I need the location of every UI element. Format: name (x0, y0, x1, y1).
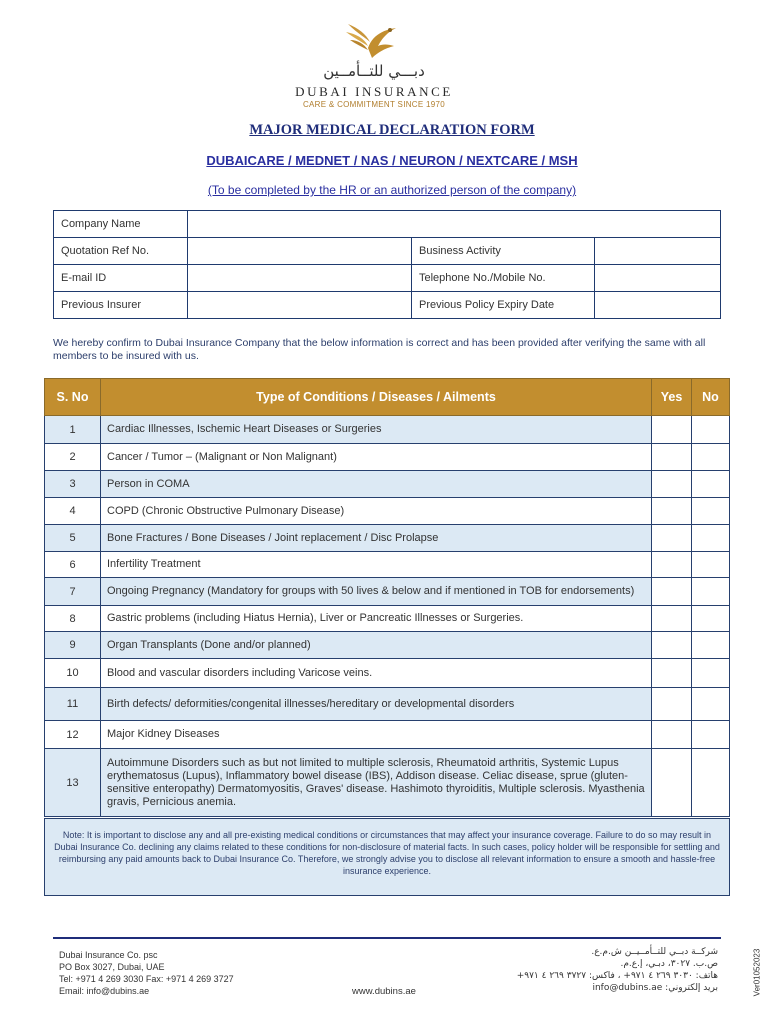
telephone-label: Telephone No./Mobile No. (412, 265, 595, 292)
row-number: 5 (45, 525, 101, 552)
form-title: MAJOR MEDICAL DECLARATION FORM (249, 122, 535, 138)
previous-insurer-field[interactable] (188, 292, 412, 319)
table-row (45, 416, 730, 444)
no-checkbox-cell[interactable] (692, 721, 730, 749)
yes-checkbox-cell[interactable] (652, 471, 692, 498)
telephone-field[interactable] (595, 265, 721, 292)
table-row (45, 606, 730, 632)
footer-arabic-phone: هاتف: ٣٠٣٠ ٢٦٩ ٤ ٩٧١+ ، فاكس: ٣٧٢٧ ٢٦٩ ٤ ٩٧١+ (516, 971, 718, 981)
footer-website-link[interactable]: www.dubins.ae (352, 986, 416, 997)
version-code: Ver01052023 (752, 948, 762, 997)
condition-text: COPD (Chronic Obstructive Pulmonary Disease) (101, 498, 652, 525)
no-checkbox-cell[interactable] (692, 688, 730, 721)
form-instruction-note: (To be completed by the HR or an authorized person of the company) (207, 183, 577, 197)
footer-address: PO Box 3027, Dubai, UAE (59, 962, 165, 972)
header-condition-type: Type of Conditions / Diseases / Ailments (101, 379, 652, 416)
row-number: 1 (45, 416, 101, 444)
yes-checkbox-cell[interactable] (652, 444, 692, 471)
condition-text: Birth defects/ deformities/congenital illnesses/hereditary or developmental disorders (101, 688, 652, 721)
footer-arabic-email: بريد إلكتروني: info@dubins.ae (592, 983, 718, 993)
condition-text: Autoimmune Disorders such as but not limited to multiple sclerosis, Rheumatoid arthritis, Systemic Lupus erythematosus (Lupus), Inflammatory bowel disease (IBS), Addison disease. Celiac disease, sprue (gluten-sensitive enteropathy) Dermatomyositis, Graves' disease. Hashimoto thyroiditis, Multiple sclerosis. Myasthenia gravis, Pernicious anemia. (101, 749, 652, 817)
footer-arabic-company: شركــة دبــي للتــأمــيــن ش.م.ع. (591, 947, 718, 957)
footer-contact-arabic (490, 946, 718, 994)
condition-text: Organ Transplants (Done and/or planned) (101, 632, 652, 659)
logo-company-name: DUBAI INSURANCE (295, 84, 453, 99)
row-number: 9 (45, 632, 101, 659)
condition-text: Cardiac Illnesses, Ischemic Heart Diseases or Surgeries (101, 416, 652, 444)
row-number: 2 (45, 444, 101, 471)
condition-text: Blood and vascular disorders including Varicose veins. (101, 659, 652, 688)
company-name-label: Company Name (54, 211, 188, 238)
row-number: 3 (45, 471, 101, 498)
row-number: 12 (45, 721, 101, 749)
no-checkbox-cell[interactable] (692, 632, 730, 659)
table-row (45, 471, 730, 498)
table-row (45, 552, 730, 578)
email-label: E-mail ID (54, 265, 188, 292)
policy-expiry-label: Previous Policy Expiry Date (412, 292, 595, 319)
yes-checkbox-cell[interactable] (652, 632, 692, 659)
business-activity-field[interactable] (595, 238, 721, 265)
table-row (45, 721, 730, 749)
table-row (45, 688, 730, 721)
header-no: No (692, 379, 730, 416)
row-number: 6 (45, 552, 101, 578)
yes-checkbox-cell[interactable] (652, 552, 692, 578)
condition-text: Major Kidney Diseases (101, 721, 652, 749)
company-info-table (53, 210, 721, 319)
yes-checkbox-cell[interactable] (652, 578, 692, 606)
conditions-table (44, 378, 730, 817)
yes-checkbox-cell[interactable] (652, 721, 692, 749)
disclosure-note: Note: It is important to disclose any and all pre-existing medical conditions or circumstances that may affect your insurance coverage. Failure to do so may result in Dubai Insurance Co. declining any claims related to these conditions for non-disclosure of material facts. In such cases, policy holder will be responsible for settling and reimbursing any paid amounts back to Dubai Insurance Co. Therefore, we strongly advise you to disclose all relevant information to ensure a smooth and hassle-free insurance experience. (44, 818, 730, 896)
no-checkbox-cell[interactable] (692, 749, 730, 817)
quotation-ref-field[interactable] (188, 238, 412, 265)
email-field[interactable] (188, 265, 412, 292)
table-row (45, 659, 730, 688)
condition-text: Bone Fractures / Bone Diseases / Joint replacement / Disc Prolapse (101, 525, 652, 552)
condition-text: Gastric problems (including Hiatus Hernia), Liver or Pancreatic Illnesses or Surgeries. (101, 606, 652, 632)
no-checkbox-cell[interactable] (692, 606, 730, 632)
table-row (45, 749, 730, 817)
row-number: 11 (45, 688, 101, 721)
no-checkbox-cell[interactable] (692, 525, 730, 552)
yes-checkbox-cell[interactable] (652, 498, 692, 525)
table-row (45, 498, 730, 525)
yes-checkbox-cell[interactable] (652, 525, 692, 552)
company-name-field[interactable] (188, 211, 721, 238)
yes-checkbox-cell[interactable] (652, 416, 692, 444)
header-sno: S. No (45, 379, 101, 416)
no-checkbox-cell[interactable] (692, 471, 730, 498)
yes-checkbox-cell[interactable] (652, 659, 692, 688)
table-row (45, 578, 730, 606)
condition-text: Cancer / Tumor – (Malignant or Non Malignant) (101, 444, 652, 471)
footer-company: Dubai Insurance Co. psc (59, 950, 158, 960)
previous-insurer-label: Previous Insurer (54, 292, 188, 319)
row-number: 10 (45, 659, 101, 688)
confirmation-statement: We hereby confirm to Dubai Insurance Company that the below information is correct and has been provided after verifying the same with all members to be insured with us. (53, 337, 706, 362)
form-subtitle: DUBAICARE / MEDNET / NAS / NEURON / NEXTCARE / MSH (206, 153, 578, 168)
footer-phone: Tel: +971 4 269 3030 Fax: +971 4 269 3727 (59, 974, 234, 984)
header-yes: Yes (652, 379, 692, 416)
condition-text: Infertility Treatment (101, 552, 652, 578)
row-number: 4 (45, 498, 101, 525)
row-number: 7 (45, 578, 101, 606)
condition-text: Person in COMA (101, 471, 652, 498)
no-checkbox-cell[interactable] (692, 578, 730, 606)
no-checkbox-cell[interactable] (692, 498, 730, 525)
footer-arabic-address: ص.ب. ٣٠٢٧، دبـي، إ.ع.م. (620, 959, 718, 969)
no-checkbox-cell[interactable] (692, 552, 730, 578)
yes-checkbox-cell[interactable] (652, 749, 692, 817)
no-checkbox-cell[interactable] (692, 416, 730, 444)
table-row (45, 632, 730, 659)
no-checkbox-cell[interactable] (692, 444, 730, 471)
footer-email[interactable]: Email: info@dubins.ae (59, 986, 150, 996)
business-activity-label: Business Activity (412, 238, 595, 265)
row-number: 8 (45, 606, 101, 632)
table-row (45, 525, 730, 552)
table-row (45, 444, 730, 471)
yes-checkbox-cell[interactable] (652, 606, 692, 632)
footer-contact-english (59, 949, 234, 997)
no-checkbox-cell[interactable] (692, 659, 730, 688)
quotation-ref-label: Quotation Ref No. (54, 238, 188, 265)
condition-text: Ongoing Pregnancy (Mandatory for groups with 50 lives & below and if mentioned in TOB for endorsements) (101, 578, 652, 606)
policy-expiry-field[interactable] (595, 292, 721, 319)
logo-tagline: CARE & COMMITMENT SINCE 1970 (302, 100, 446, 109)
logo-arabic-text: دبـــي للتــأمــين (323, 62, 425, 80)
footer-divider (53, 937, 721, 939)
yes-checkbox-cell[interactable] (652, 688, 692, 721)
row-number: 13 (45, 749, 101, 817)
dubai-insurance-falcon-logo-icon (344, 18, 400, 60)
